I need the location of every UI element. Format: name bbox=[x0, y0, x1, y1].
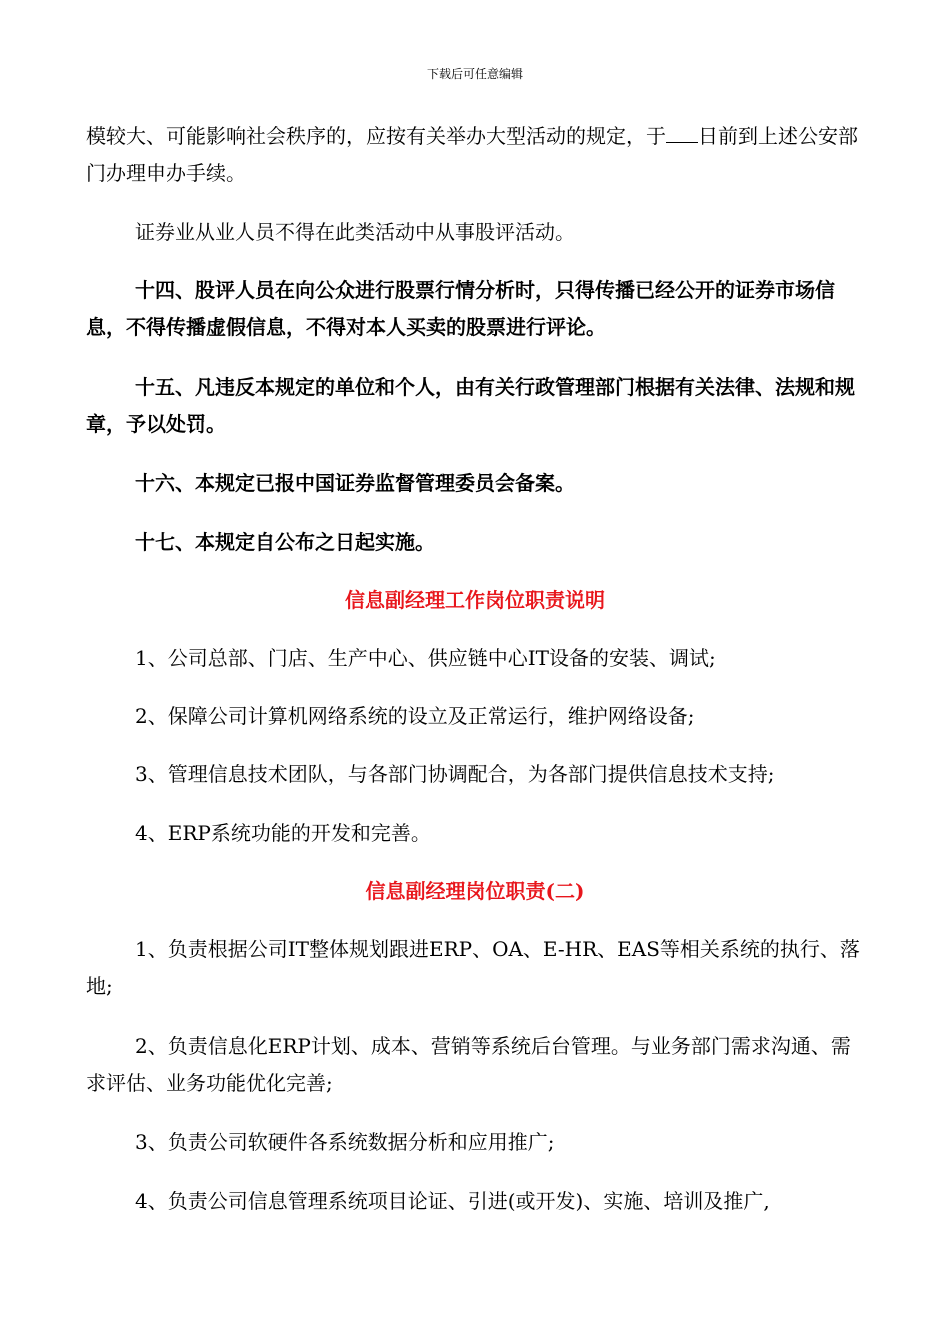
paragraph-registration bbox=[86, 118, 868, 192]
paragraph-article-17: 十七、本规定自公布之日起实施。 bbox=[135, 530, 435, 554]
list-item: 2、负责信息化ERP计划、成本、营销等系统后台管理。与业务部门需求沟通、需求评估、业务功能优化完善; bbox=[86, 1034, 851, 1095]
paragraph-text: 模较大、可能影响社会秩序的，应按有关举办大型活动的规定，于 bbox=[86, 124, 666, 148]
list-item: 1、负责根据公司IT整体规划跟进ERP、OA、E-HR、EAS等相关系统的执行、落地; bbox=[86, 937, 860, 998]
paragraph-article-15: 十五、凡违反本规定的单位和个人，由有关行政管理部门根据有关法律、法规和规章，予以处罚。 bbox=[86, 375, 855, 436]
page-header: 下载后可任意编辑 bbox=[426, 67, 523, 81]
paragraph-prohibition: 证券业从业人员不得在此类活动中从事股评活动。 bbox=[135, 220, 575, 244]
list-item: 3、管理信息技术团队，与各部门协调配合，为各部门提供信息技术支持; bbox=[135, 762, 775, 786]
list-item: 4、负责公司信息管理系统项目论证、引进(或开发)、实施、培训及推广, bbox=[135, 1189, 770, 1213]
list-item: 3、负责公司软硬件各系统数据分析和应用推广; bbox=[135, 1130, 555, 1154]
paragraph-article-14: 十四、股评人员在向公众进行股票行情分析时，只得传播已经公开的证券市场信息，不得传播虚假信息，不得对本人买卖的股票进行评论。 bbox=[86, 278, 835, 339]
fill-blank bbox=[666, 124, 698, 143]
list-item: 4、ERP系统功能的开发和完善。 bbox=[135, 821, 431, 845]
section-title-2: 信息副经理岗位职责(二) bbox=[365, 879, 585, 903]
paragraph-text: 日前到上述公安部门办理申办手续。 bbox=[86, 124, 858, 185]
paragraph-article-16: 十六、本规定已报中国证券监督管理委员会备案。 bbox=[135, 471, 575, 495]
list-item: 1、公司总部、门店、生产中心、供应链中心IT设备的安装、调试; bbox=[135, 646, 716, 670]
section-title-1: 信息副经理工作岗位职责说明 bbox=[345, 588, 605, 612]
list-item: 2、保障公司计算机网络系统的设立及正常运行，维护网络设备; bbox=[135, 704, 695, 728]
